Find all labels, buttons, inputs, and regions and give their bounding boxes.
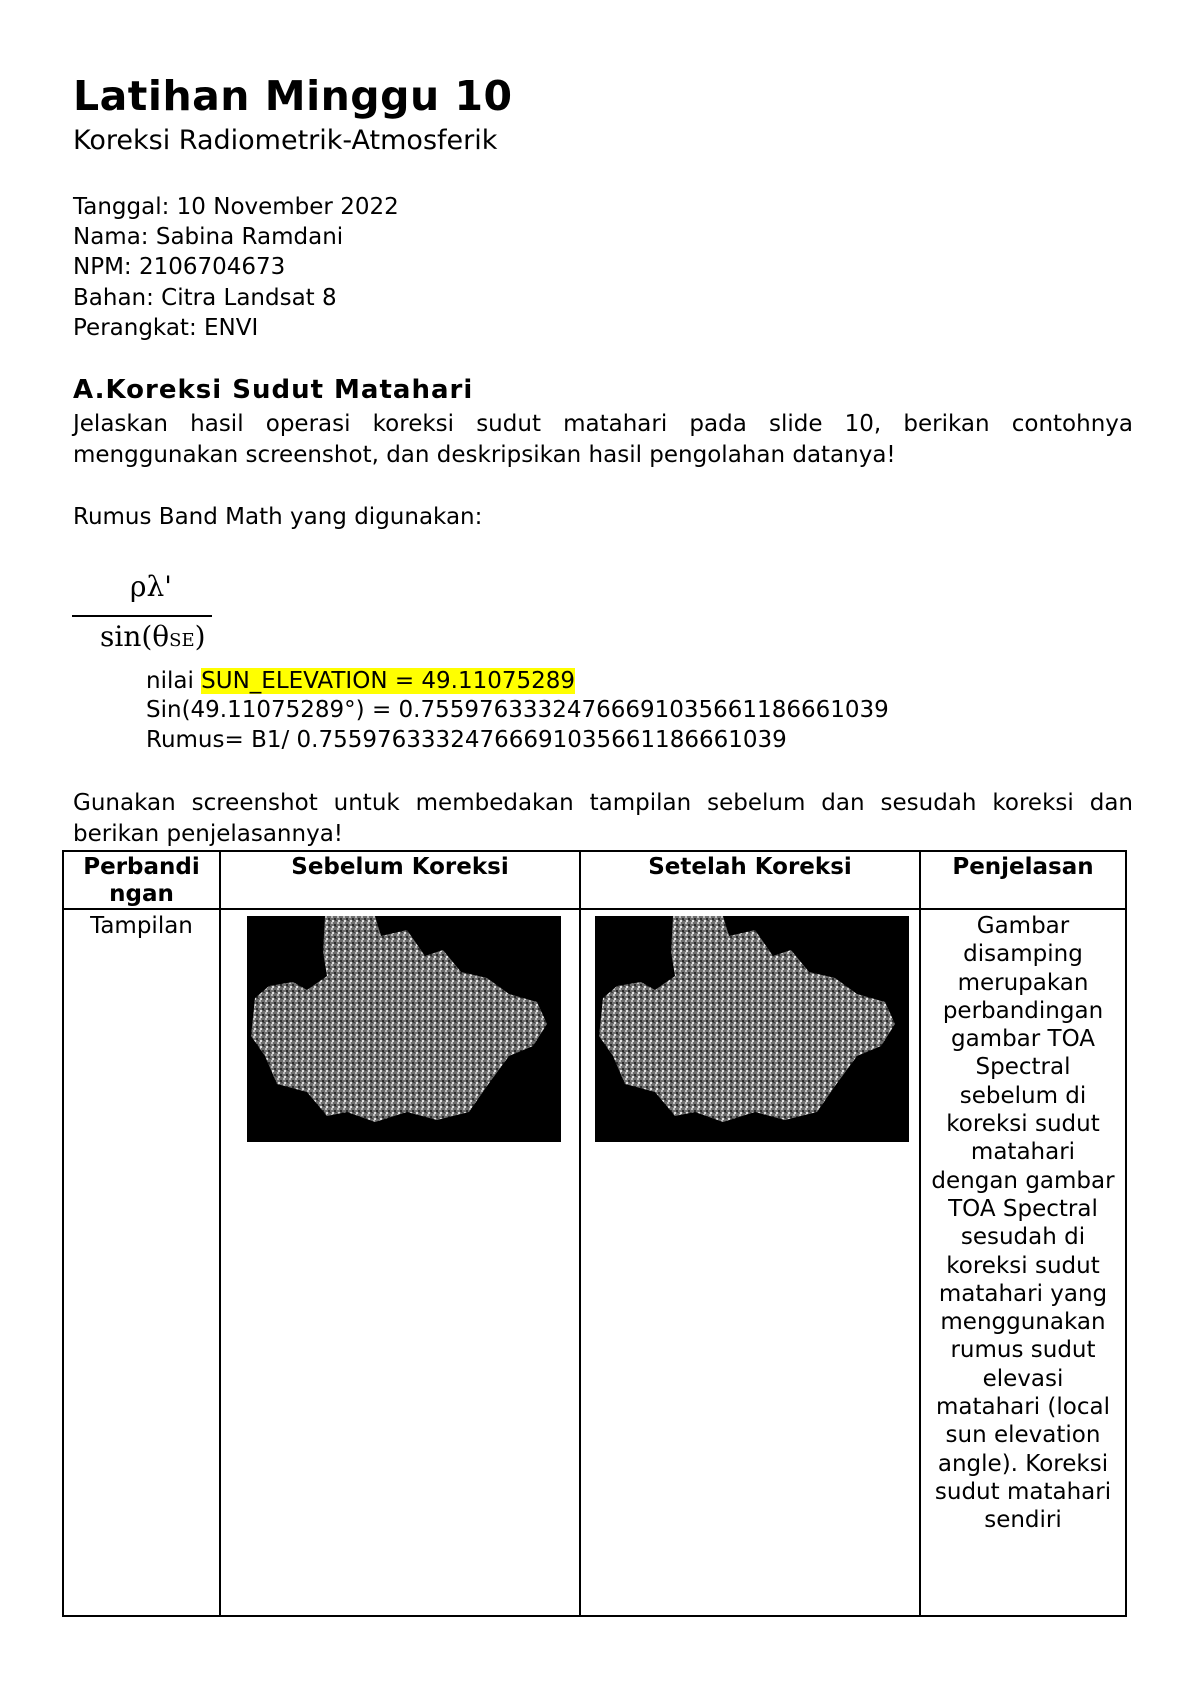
meta-perangkat: Perangkat: ENVI [73,315,259,341]
before-image-cell [220,909,580,1616]
table-header-row [63,851,1126,909]
rumus-label: Rumus Band Math yang digunakan: [73,504,483,530]
meta-npm: NPM: 2106704673 [73,254,286,280]
instruction-text: Jelaskan hasil operasi koreksi sudut matahari pada slide 10, berikan contohnya menggunakan screenshot, dan deskripsikan hasil pengolahan datanya! [73,411,1133,468]
formula-image [72,570,212,660]
rumus-line: Rumus= B1/ 0.75597633324766691035661186661039 [146,727,787,753]
nilai-line: nilai SUN_ELEVATION = 49.11075289 [146,668,576,694]
section-heading: A.Koreksi Sudut Matahari [73,375,474,405]
meta-tanggal: Tanggal: 10 November 2022 [73,194,399,220]
before-satellite-image [247,916,561,1142]
meta-bahan: Bahan: Citra Landsat 8 [73,285,337,311]
header-penjelasan: Penjelasan [920,851,1126,909]
after-image-cell [580,909,920,1616]
page-subtitle: Koreksi Radiometrik-Atmosferik [73,125,498,156]
table-row [63,909,1126,1616]
instruction2-text: Gunakan screenshot untuk membedakan tampilan sebelum dan sesudah koreksi dan berikan penjelasannya! [73,790,1133,847]
fraction-bar [72,615,212,617]
comparison-table [62,850,1127,1617]
formula-numerator: ρλ' [130,570,172,603]
header-setelah: Setelah Koreksi [580,851,920,909]
sin-line: Sin(49.11075289°) = 0.7559763332476669103566118666103​9 [146,697,889,723]
satellite-map-shape [595,916,909,1142]
page-title: Latihan Minggu 10 [73,72,513,120]
meta-nama: Nama: Sabina Ramdani [73,224,344,250]
header-sebelum: Sebelum Koreksi [220,851,580,909]
satellite-map-shape [247,916,561,1142]
after-satellite-image [595,916,909,1142]
explanation-cell: Gambar disamping merupakan perbandingan gambar TOA Spectral sebelum di koreksi sudut matahari dengan gambar TOA Spectral sesudah di koreksi sudut matahari yang menggunakan rumus sudut elevasi matahari (local sun elevation angle). Koreksi sudut matahari sendiri [920,909,1126,1616]
header-perbandingan: Perbandi ngan [63,851,220,909]
formula-denominator: sin(θSE) [100,620,206,653]
sun-elevation-highlight: SUN_ELEVATION = 49.11075289 [201,668,576,694]
row-label-tampilan: Tampilan [63,909,220,1616]
